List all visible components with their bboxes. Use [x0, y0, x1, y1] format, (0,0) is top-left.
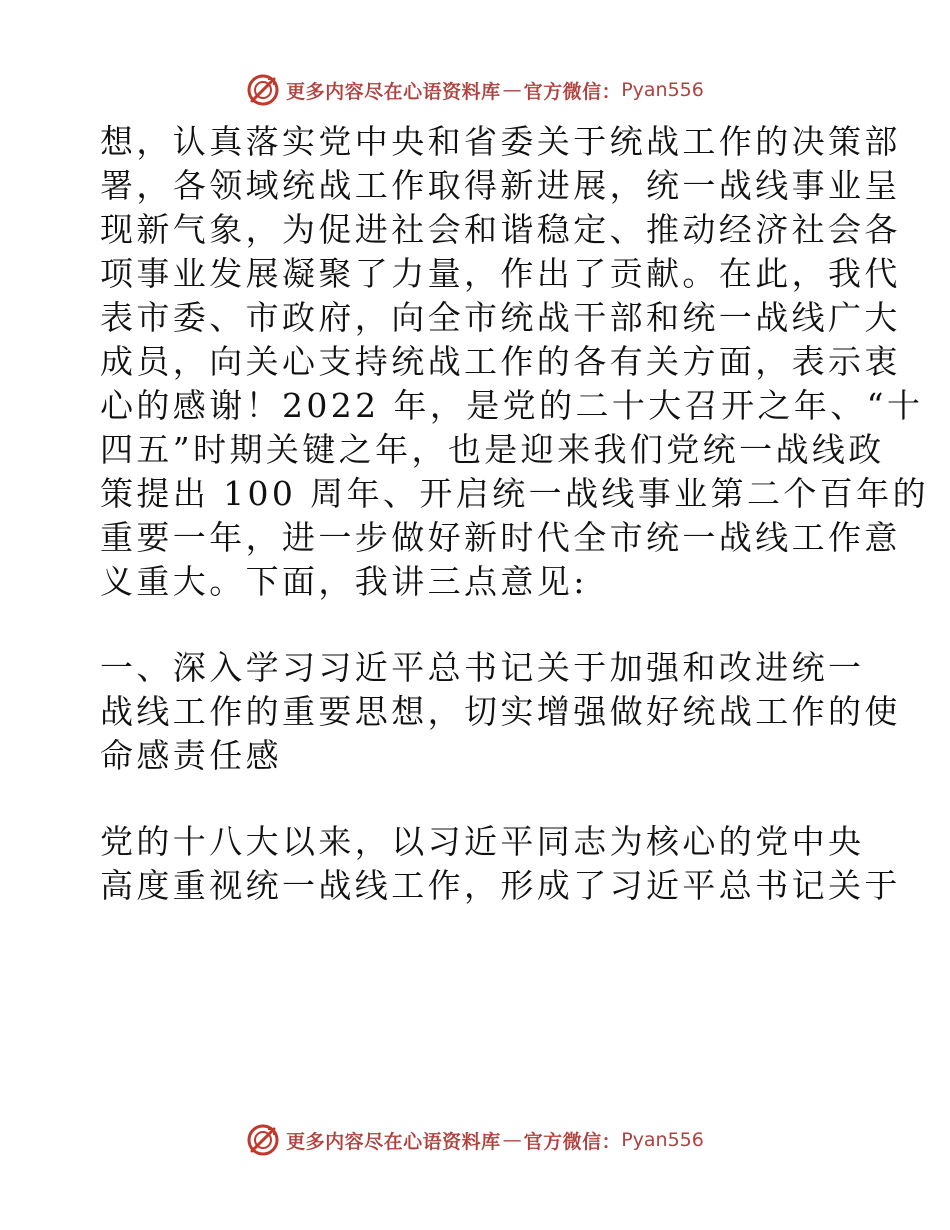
section-heading-1 — [100, 646, 901, 778]
text-line: 署，各领域统战工作取得新进展，统一战线事业呈 — [100, 166, 901, 205]
watermark-wechat-id: Pyan556 — [621, 79, 704, 101]
watermark-header — [0, 70, 950, 110]
text-line: 重要一年，进一步做好新时代全市统一战线工作意 — [100, 518, 901, 557]
brand-logo-icon — [246, 1123, 280, 1157]
paragraph-1 — [100, 120, 929, 604]
text-line: 策提出 100 周年、开启统一战线事业第二个百年的 — [100, 474, 929, 513]
watermark-wechat-label: 官方微信： — [523, 1130, 622, 1153]
heading-line: 命感责任感 — [100, 736, 282, 775]
text-line: 心的感谢！2022 年，是党的二十大召开之年、“十 — [100, 386, 924, 425]
document-body — [100, 120, 929, 908]
watermark-dash: — — [502, 79, 522, 101]
text-line: 想，认真落实党中央和省委关于统战工作的决策部 — [100, 122, 901, 161]
watermark-wechat-label: 官方微信： — [523, 80, 622, 103]
watermark-brand: 更多内容尽在心语资料库 — [286, 1130, 501, 1153]
heading-line: 一、深入学习习近平总书记关于加强和改进统一 — [100, 648, 865, 687]
watermark-wechat-id: Pyan556 — [621, 1129, 704, 1151]
text-line: 项事业发展凝聚了力量，作出了贡献。在此，我代 — [100, 254, 901, 293]
text-line: 表市委、市政府，向全市统战干部和统一战线广大 — [100, 298, 901, 337]
text-line: 四五”时期关键之年，也是迎来我们党统一战线政 — [100, 430, 885, 469]
paragraph-2 — [100, 820, 901, 908]
brand-logo-icon — [246, 73, 280, 107]
text-line: 成员，向关心支持统战工作的各有关方面，表示衷 — [100, 342, 901, 381]
text-line: 高度重视统一战线工作，形成了习近平总书记关于 — [100, 866, 901, 905]
watermark-footer — [0, 1120, 950, 1160]
watermark-brand: 更多内容尽在心语资料库 — [286, 80, 501, 103]
text-line: 义重大。下面，我讲三点意见: — [100, 562, 588, 601]
text-line: 党的十八大以来，以习近平同志为核心的党中央 — [100, 822, 865, 861]
text-line: 现新气象，为促进社会和谐稳定、推动经济社会各 — [100, 210, 901, 249]
heading-line: 战线工作的重要思想，切实增强做好统战工作的使 — [100, 692, 901, 731]
watermark-dash: — — [502, 1129, 522, 1151]
